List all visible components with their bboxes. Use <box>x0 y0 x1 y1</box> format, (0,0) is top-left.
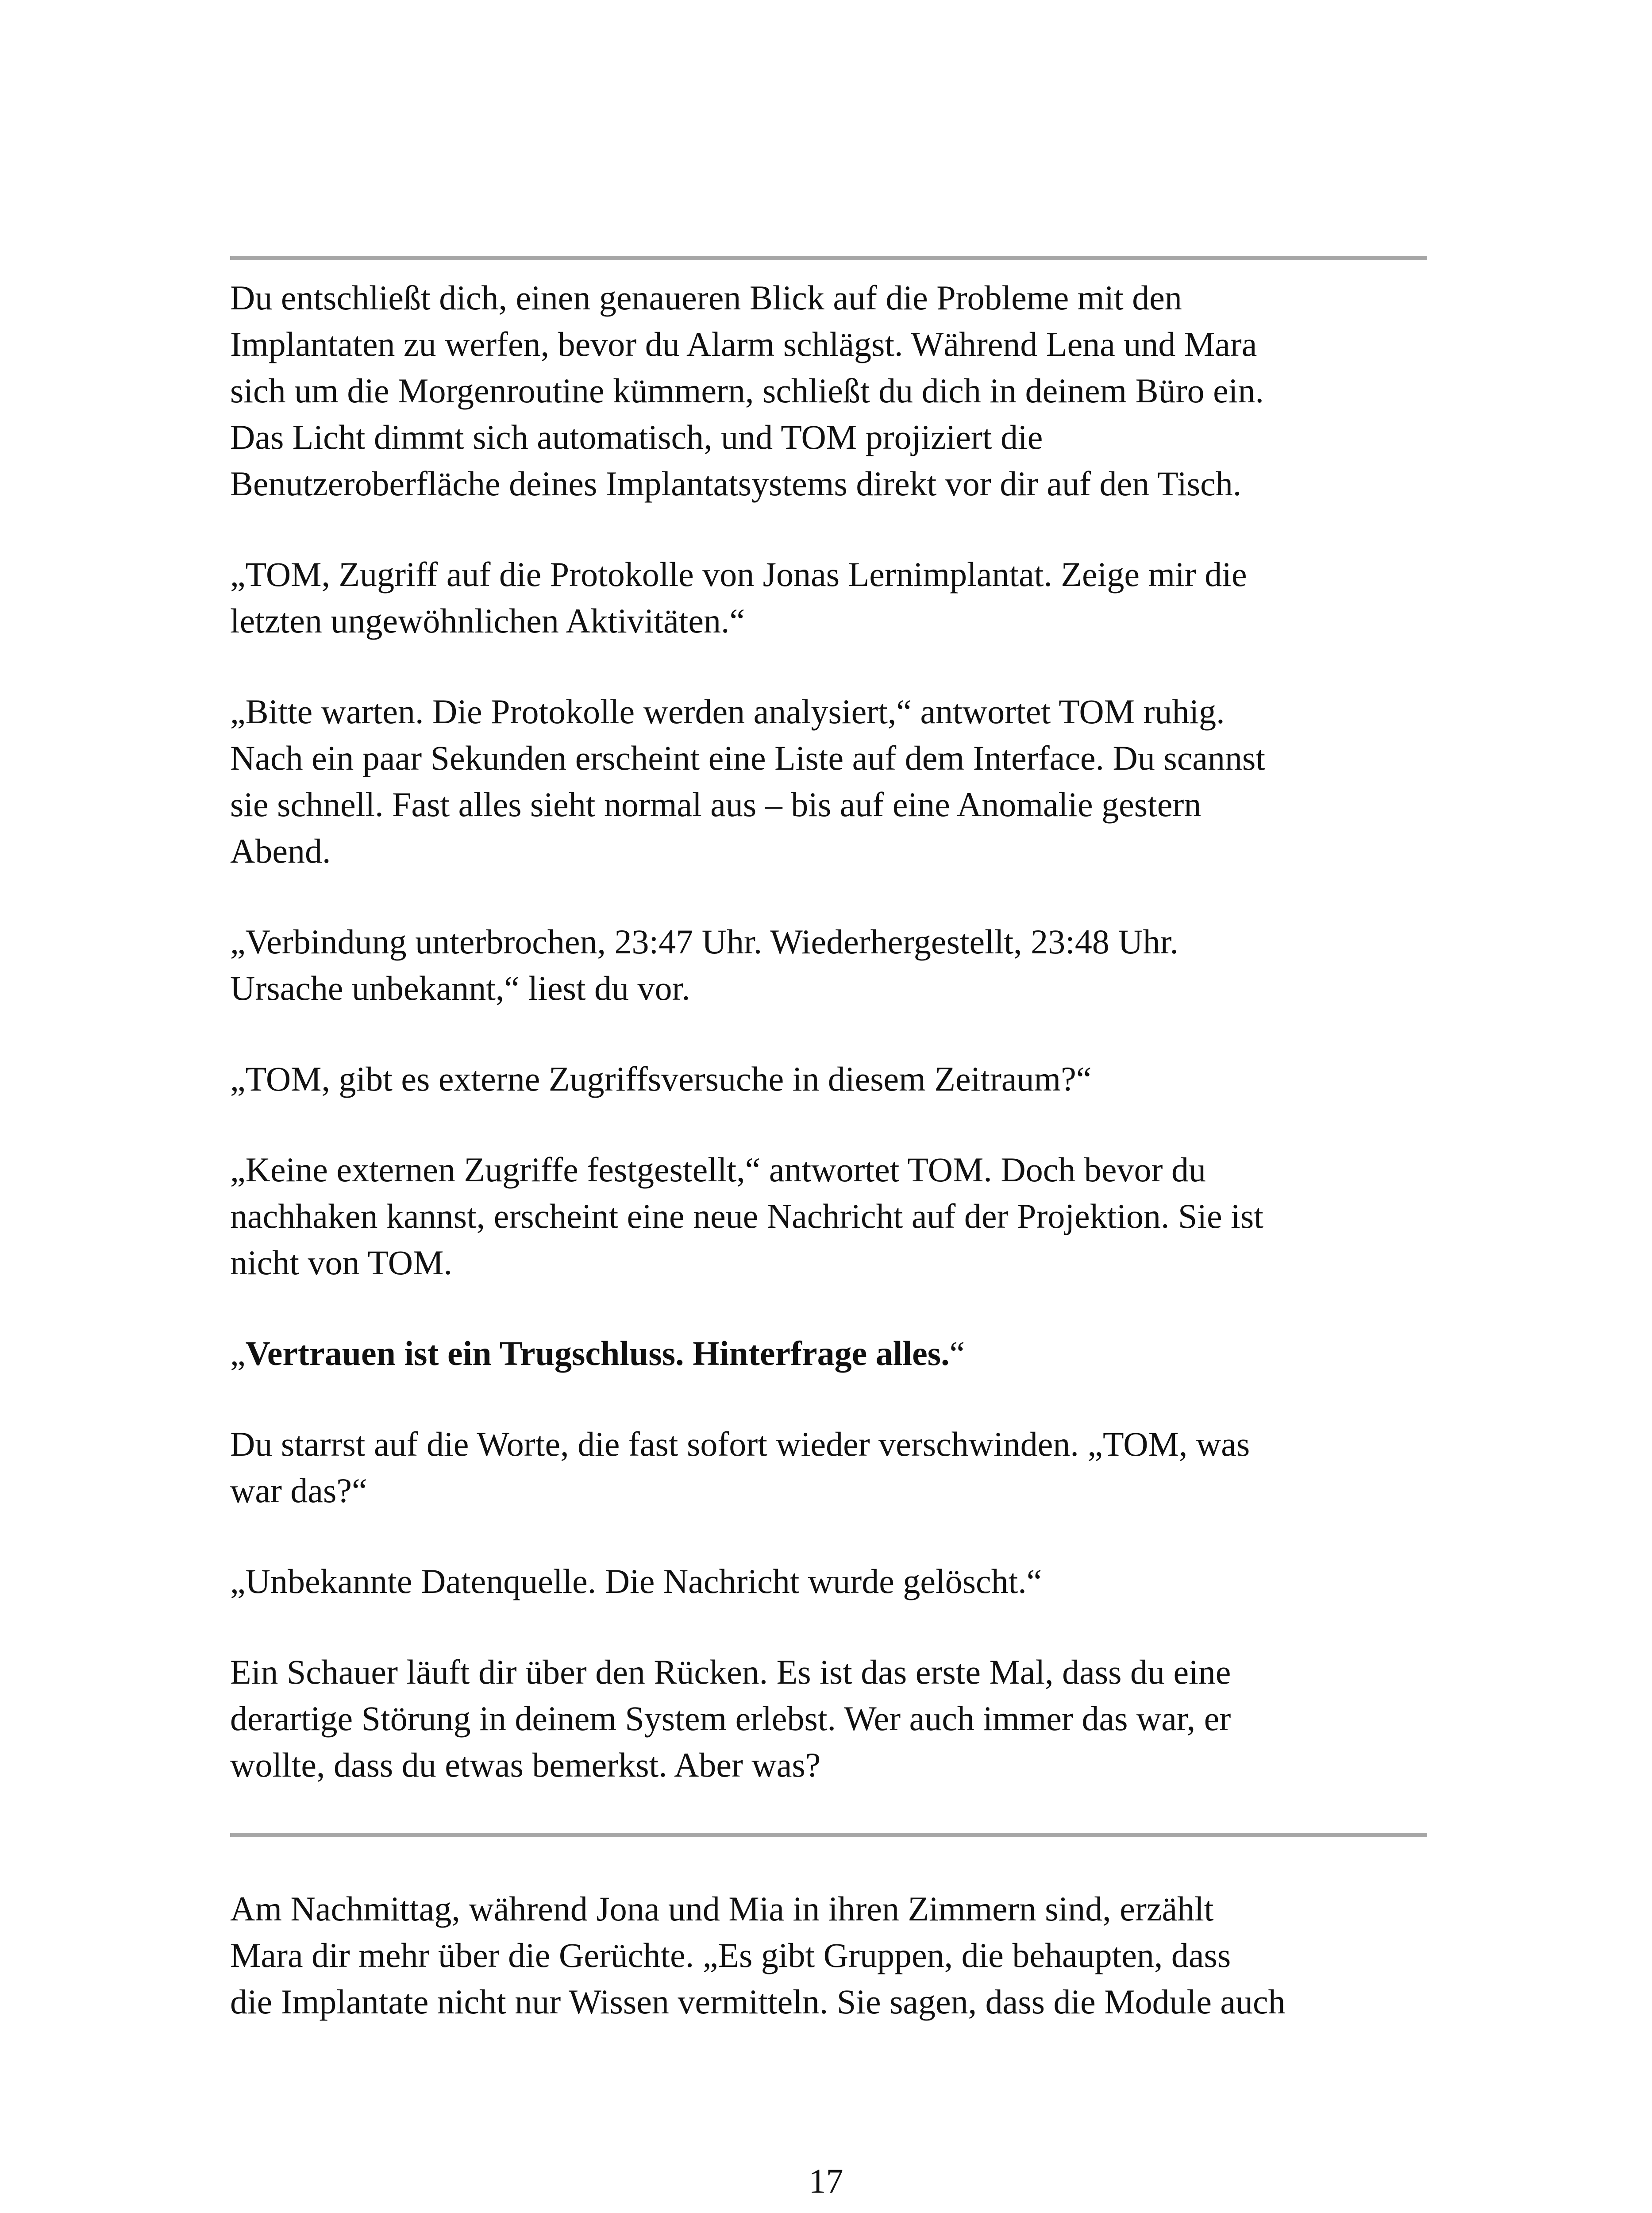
scene-1-text <box>230 274 1427 1788</box>
paragraph-line: nachhaken kannst, erscheint eine neue Nachricht auf der Projektion. Sie ist <box>230 1197 1263 1235</box>
section-divider-middle <box>230 1833 1427 1837</box>
paragraph-line: „Keine externen Zugriffe festgestellt,“ antwortet TOM. Doch bevor du <box>230 1150 1206 1189</box>
paragraph-line: Ursache unbekannt,“ liest du vor. <box>230 969 690 1007</box>
paragraph-line: derartige Störung in deinem System erlebst. Wer auch immer das war, er <box>230 1699 1231 1738</box>
paragraph-line: Mara dir mehr über die Gerüchte. „Es gibt Gruppen, die behaupten, dass <box>230 1936 1231 1974</box>
paragraph-line: „Unbekannte Datenquelle. Die Nachricht wurde gelöscht.“ <box>230 1562 1042 1600</box>
paragraph-line: letzten ungewöhnlichen Aktivitäten.“ <box>230 601 745 640</box>
paragraph-line: Das Licht dimmt sich automatisch, und TOM projiziert die <box>230 418 1043 456</box>
paragraph-line: Implantaten zu werfen, bevor du Alarm schlägst. Während Lena und Mara <box>230 325 1257 363</box>
scene-2-text <box>230 1885 1427 2025</box>
section-divider-top <box>230 256 1427 260</box>
paragraph-line: „Verbindung unterbrochen, 23:47 Uhr. Wiederhergestellt, 23:48 Uhr. <box>230 922 1178 961</box>
paragraph-line: Ein Schauer läuft dir über den Rücken. Es ist das erste Mal, dass du eine <box>230 1653 1231 1691</box>
paragraph-line: sie schnell. Fast alles sieht normal aus – bis auf eine Anomalie gestern <box>230 785 1201 824</box>
bold-message-line <box>230 1330 1427 1376</box>
close-quote: “ <box>949 1334 965 1373</box>
paragraph-line: wollte, dass du etwas bemerkst. Aber was? <box>230 1746 821 1784</box>
page-number: 17 <box>809 2162 843 2200</box>
paragraph-line: „Bitte warten. Die Protokolle werden analysiert,“ antwortet TOM ruhig. <box>230 692 1225 731</box>
paragraph-line: Nach ein paar Sekunden erscheint eine Liste auf dem Interface. Du scannst <box>230 739 1266 777</box>
paragraph-line: Benutzeroberfläche deines Implantatsystems direkt vor dir auf den Tisch. <box>230 464 1242 503</box>
paragraph-line: nicht von TOM. <box>230 1243 452 1282</box>
paragraph-line: Du entschließt dich, einen genaueren Blick auf die Probleme mit den <box>230 278 1182 317</box>
paragraph-line: die Implantate nicht nur Wissen vermitteln. Sie sagen, dass die Module auch <box>230 1982 1286 2021</box>
paragraph-line: war das?“ <box>230 1471 367 1510</box>
paragraph-line: sich um die Morgenroutine kümmern, schließt du dich in deinem Büro ein. <box>230 371 1264 410</box>
paragraph-line: „TOM, gibt es externe Zugriffsversuche in diesem Zeitraum?“ <box>230 1060 1092 1098</box>
paragraph-line: Am Nachmittag, während Jona und Mia in ihren Zimmern sind, erzählt <box>230 1889 1214 1928</box>
paragraph-line: „TOM, Zugriff auf die Protokolle von Jonas Lernimplantat. Zeige mir die <box>230 555 1247 594</box>
bold-message-text: Vertrauen ist ein Trugschluss. Hinterfrage alles. <box>245 1334 950 1373</box>
paragraph-line: Abend. <box>230 832 331 870</box>
paragraph-line: Du starrst auf die Worte, die fast sofort wieder verschwinden. „TOM, was <box>230 1425 1250 1463</box>
open-quote: „ <box>230 1334 246 1373</box>
